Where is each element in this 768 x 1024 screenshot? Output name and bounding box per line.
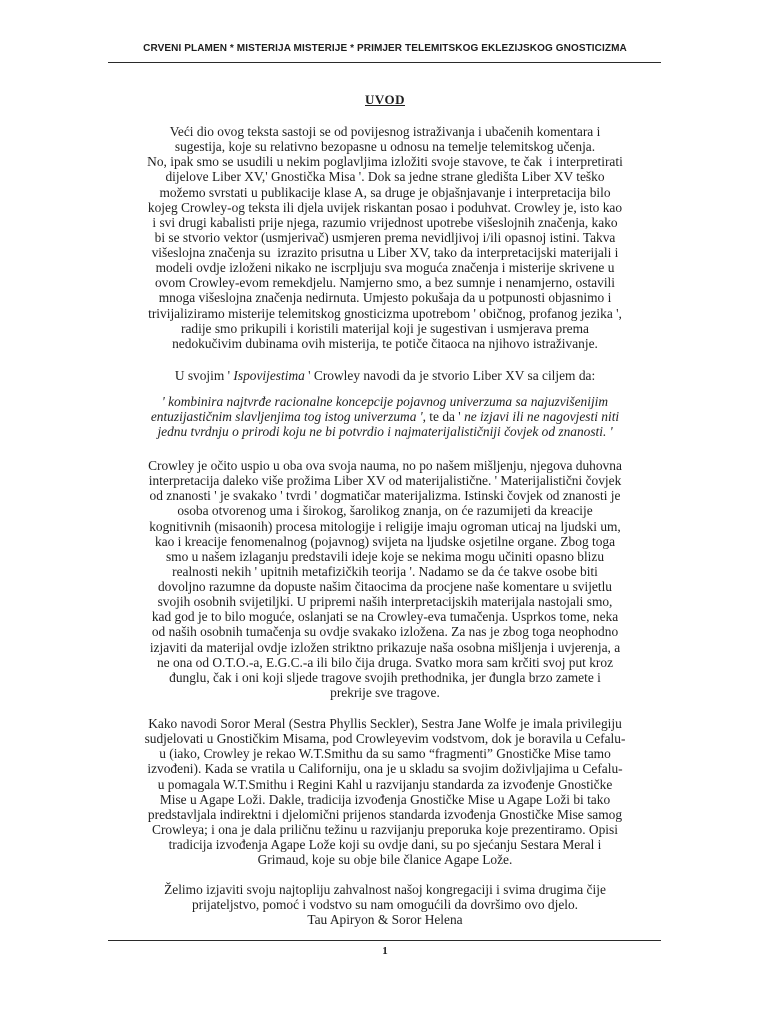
text-line: ne ona od O.T.O.-a, E.G.C.-a ili bilo čija druga. Svatko mora sam krčiti svoj put kroz: [156, 654, 614, 670]
paragraph-history: [100, 716, 670, 867]
text-line: Crowley je očito uspio u oba ova svoja nauma, no po našem mišljenju, njegova duhovna: [148, 458, 622, 473]
text-line: izvođeni). Kada se vratila u Californiju, ona je u skladu sa svojim doživljajima u Cefalu-: [147, 761, 623, 777]
text-line: osoba otvorenog uma i širokog, šarolikog znanja, on će razumijeti da kreacije: [177, 503, 593, 519]
text-line: dijelove Liber XV,' Gnostička Misa '. Dok sa jedne strane gledišta Liber XV teško: [165, 169, 605, 185]
quote-line: ' kombinira najtvrđe racionalne koncepcije pojavnog univerzuma sa najuzvišenijim: [161, 394, 609, 409]
quote-line: [100, 409, 670, 424]
text-line: sudjelovati u Gnostičkim Misama, pod Crowleyevim vodstvom, dok je boravila u Cefalu-: [144, 731, 626, 747]
paragraph-confessions: [100, 368, 670, 383]
section-title-text: UVOD: [364, 92, 406, 107]
page-number: 1: [382, 945, 388, 957]
section-title: [100, 92, 670, 108]
text-line: smo u našem izlaganju predstavili ideje koje se nekima mogu učiniti opasno blizu: [165, 548, 605, 564]
text-line: interpretacija daleko više prožima Liber XV od materijalistične. ' Materijalistični čovjek: [148, 473, 622, 489]
text-line: možemo svrstati u publikacije klase A, sa druge je objašnjavanje i interpretacija bilo: [159, 184, 611, 200]
quote-segment: ne izjavi ili ne nagovjesti niti: [460, 409, 620, 425]
signature-line: Tau Apiryon & Soror Helena: [307, 912, 463, 928]
text-line: [100, 368, 670, 383]
text-line: kao i kreacije fenomenalnog (pojavnog) svijeta na ljudske osjetilne organe. Zbog toga: [154, 533, 616, 549]
text-line: u (iako, Crowley je rekao W.T.Smithu da su samo “fragmenti” Gnostičke Mise tamo: [159, 746, 611, 762]
italic-title: Ispovijestima: [233, 368, 305, 383]
text-line: trivijaliziramo misterije telemitskog gnosticizma upotrebom ' običnog, profanog jezika ',: [148, 305, 622, 321]
text-line: svojih osobnih svijetiljki. U pripremi naših interpretacijskih materijala nastojali smo,: [157, 594, 613, 610]
text-line: predstavljala indirektni i djelomični prijenos standarda izvođenja Gnostičke Mise samog: [147, 806, 623, 822]
text-segment: , te da ': [422, 409, 461, 425]
block-quote: [100, 394, 670, 439]
header-rule: [108, 62, 661, 63]
text-line: kad god je to bilo moguće, oslanjati se na Crowley-eva tumačenja. Usprkos tome, neka: [151, 609, 619, 625]
paragraph-acknowledgement: [100, 882, 670, 927]
text-line: sugestija, koje su relativno bezopasne u odnosu na temelje telemitskog učenja.: [174, 139, 596, 155]
quote-segment: entuzijastičnim slavljenjima tog istog univerzuma ': [150, 409, 423, 425]
quote-line: jednu tvrdnju o prirodi koju ne bi potvrdio i najmaterijalističniji čovjek od znanosti. ': [157, 424, 613, 440]
document-header: CRVENI PLAMEN * MISTERIJA MISTERIJE * PRIMJER TELEMITSKOG EKLEZIJSKOG GNOSTICIZMA: [143, 43, 627, 54]
text-line: ovom Crowley-evom remekdjelu. Namjerno smo, a bez sumnje i nenamjerno, ostavili: [154, 275, 615, 291]
text-line: prijateljstvo, pomoć i vodstvo su nam omogućili da dovršimo ovo djelo.: [191, 897, 579, 913]
text-line: Crowleya; i ona je dala priličnu težinu u razvijanju preporuka koje prezentiramo. Opisi: [152, 821, 618, 837]
text-line: Mise u Agape Loži. Dakle, tradicija izvođenja Gnostičke Mise u Agape Loži bi tako: [159, 791, 611, 807]
text-line: izjaviti da materijal ovdje izložen striktno prikazuje naša osobna mišljenja i uvjerenja, a: [149, 639, 621, 655]
paragraph-intro: [100, 124, 670, 351]
text-line: radije smo prikupili i koristili materijal koji je sugestivan i usmjerava prema: [181, 320, 589, 336]
text-line: u pomagala W.T.Smithu i Regini Kahl u razvijanju standarda za izvođenje Gnostičke: [157, 776, 613, 792]
text-line: i svi drugi kabalisti prije njega, razumio vrijednost upotrebe višeslojnih značenja, kako: [152, 214, 618, 230]
text-line: tradicija izvođenja Agape Lože koji su ovdje dani, su po sjećanju Sestara Meral i: [168, 837, 602, 852]
text-line: višeslojna značenja su izrazito prisutna u Liber XV, tako da interpretacijski materijali i: [151, 245, 619, 260]
text-line: mnoga višeslojna značenja nedirnuta. Umjesto pokušaja da u potpunosti objasnimo i: [158, 290, 612, 306]
footer-rule: [108, 940, 661, 941]
text-line: Veći dio ovog teksta sastoji se od povijesnog istraživanja i ubačenih komentara i: [169, 124, 601, 139]
text-line: od naših osobnih tumačenja su ovdje svakako izložena. Za nas je zbog toga neophodno: [151, 624, 619, 640]
text-segment: ' Crowley navodi da je stvorio Liber XV sa ciljem da:: [304, 368, 596, 383]
text-line: No, ipak smo se usudili u nekim poglavljima izložiti svoje stavove, te čak i interpretirati: [147, 154, 623, 170]
text-line: kognitivnih (misaonih) procesa mitologije i religije imaju ogroman uticaj na ljudski um,: [149, 518, 621, 534]
text-line: modeli ovdje izloženi nikako ne iscrpljuju sva moguća značenja i misterije skrivene u: [155, 260, 615, 276]
text-line: Kako navodi Soror Meral (Sestra Phyllis Seckler), Sestra Jane Wolfe je imala privilegiju: [148, 716, 622, 731]
text-line: nedokučivim dubinama ovih misterija, te potiče čitaoca na njihovo istraživanje.: [172, 335, 598, 351]
text-line: Grimaud, koje su obje bile članice Agape Lože.: [257, 852, 513, 868]
text-segment: U svojim ': [174, 368, 234, 383]
text-line: realnosti nekih ' upitnih metafizičkih teorija '. Nadamo se da će takve osobe biti: [172, 563, 598, 579]
text-line: od znanosti ' je svakako ' tvrdi ' dogmatičar materijalizma. Istinski čovjek od znanosti je: [149, 488, 621, 504]
text-line: kojeg Crowley-og teksta ili djela uvijek riskantan posao i poduhvat. Crowley je, isto kao: [147, 199, 623, 215]
text-line: đunglu, čak i oni koji sljede tragove svojih prethodnika, jer đungla brzo zamete i: [169, 669, 601, 685]
text-line: Želimo izjaviti svoju najtopliju zahvalnost našoj kongregaciji i svima drugima čije: [164, 882, 606, 897]
text-line: bi se stvorio vektor (usmjerivač) usmjeren prema nevidljivoj i/ili opasnoj istini. Takva: [154, 229, 616, 245]
paragraph-commentary: [100, 458, 670, 700]
text-line: dovoljno razumne da dopuste našim čitaocima da procjene naše komentare u svijetlu: [157, 579, 613, 594]
text-line: prekrije sve tragove.: [330, 684, 440, 700]
